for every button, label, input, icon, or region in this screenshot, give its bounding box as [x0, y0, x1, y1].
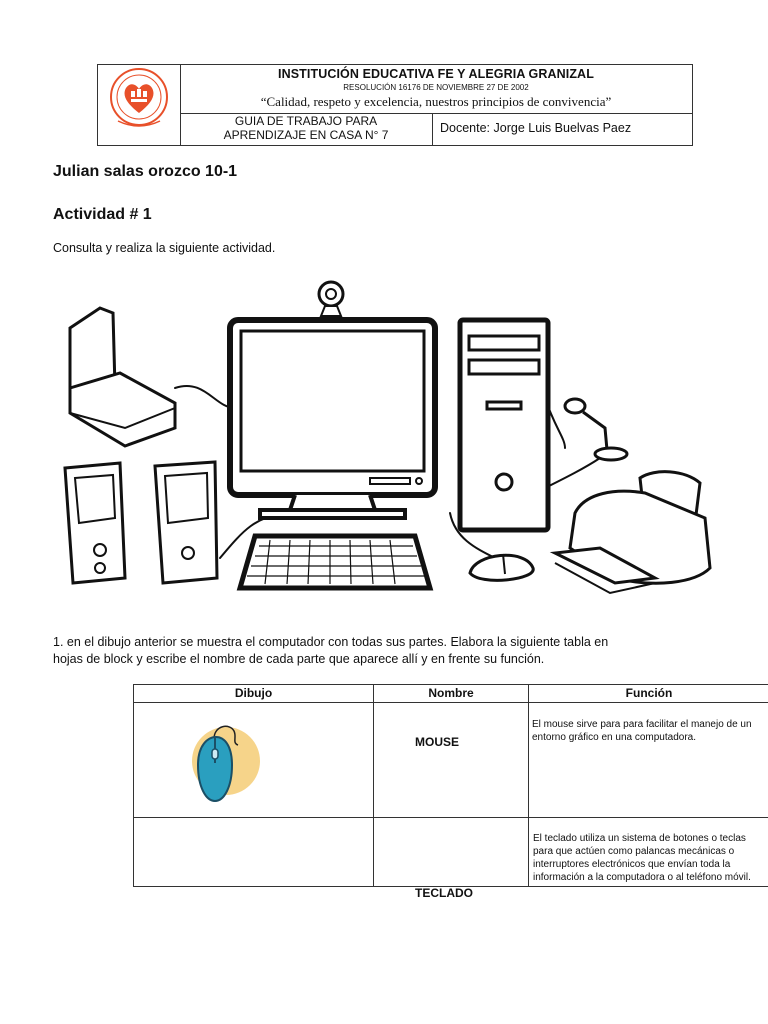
teacher-name: Docente: Jorge Luis Buelvas Paez [440, 121, 632, 135]
logo-cell [98, 65, 181, 145]
computer-parts-illustration [55, 278, 720, 608]
student-name: Julian salas orozco 10-1 [53, 163, 238, 180]
activity-title: Actividad # 1 [53, 206, 152, 223]
row-1-function [532, 718, 752, 744]
guide-title [180, 113, 433, 145]
header-name: Nombre [428, 686, 474, 700]
task-line-2: hojas de block y escribe el nombre de cada parte que aparece allí y en frente su función. [53, 652, 545, 666]
guide-line-1: GUIA DE TRABAJO PARA [234, 114, 378, 128]
task-instructions [53, 634, 703, 668]
mouse-picture-icon [182, 717, 266, 807]
row-2-function-line-1: El teclado utiliza un sistema de botones o teclas [533, 833, 746, 844]
row-1-name: MOUSE [415, 735, 460, 749]
row-1-function-line-2: entorno gráfico en una computadora. [532, 732, 696, 743]
document-header [97, 64, 693, 146]
header-title-block [180, 65, 692, 114]
motto-text: “Calidad, respeto y excelencia, nuestros principios de convivencia” [260, 94, 612, 109]
parts-table [133, 684, 768, 887]
row-1-function-line-1: El mouse sirve para para facilitar el manejo de un [532, 719, 752, 730]
school-shield-logo-icon [98, 65, 180, 145]
mouse-icon [470, 554, 533, 580]
printer-icon [555, 472, 710, 593]
monitor-icon [230, 320, 435, 518]
resolution-text: RESOLUCIÓN 16176 DE NOVIEMBRE 27 DE 2002 [343, 83, 529, 92]
computer-tower-icon [460, 320, 548, 530]
row-2-function-line-3: interruptores electrónicos que envían toda la [533, 859, 731, 870]
webcam-icon [319, 282, 343, 316]
row-2-function [533, 832, 751, 884]
institution-name: INSTITUCIÓN EDUCATIVA FE Y ALEGRIA GRANIZAL [278, 67, 594, 81]
keyboard-icon [240, 536, 430, 588]
speakers-icon [65, 462, 217, 583]
task-line-1: 1. en el dibujo anterior se muestra el computador con todas sus partes. Elabora la siguiente tabla en [53, 635, 609, 649]
microphone-icon [565, 399, 627, 460]
instruction-text: Consulta y realiza la siguiente actividad. [53, 241, 276, 255]
header-drawing: Dibujo [234, 686, 273, 700]
header-function: Función [625, 686, 673, 700]
row-2-function-line-4: información a la computadora o al teléfono móvil. [533, 872, 751, 883]
row-2-name: TECLADO [415, 886, 473, 900]
modem-icon [70, 308, 175, 446]
row-2-function-line-2: para que actúen como palancas mecánicas o [533, 846, 735, 857]
guide-line-2: APRENDIZAJE EN CASA N° 7 [223, 128, 389, 142]
